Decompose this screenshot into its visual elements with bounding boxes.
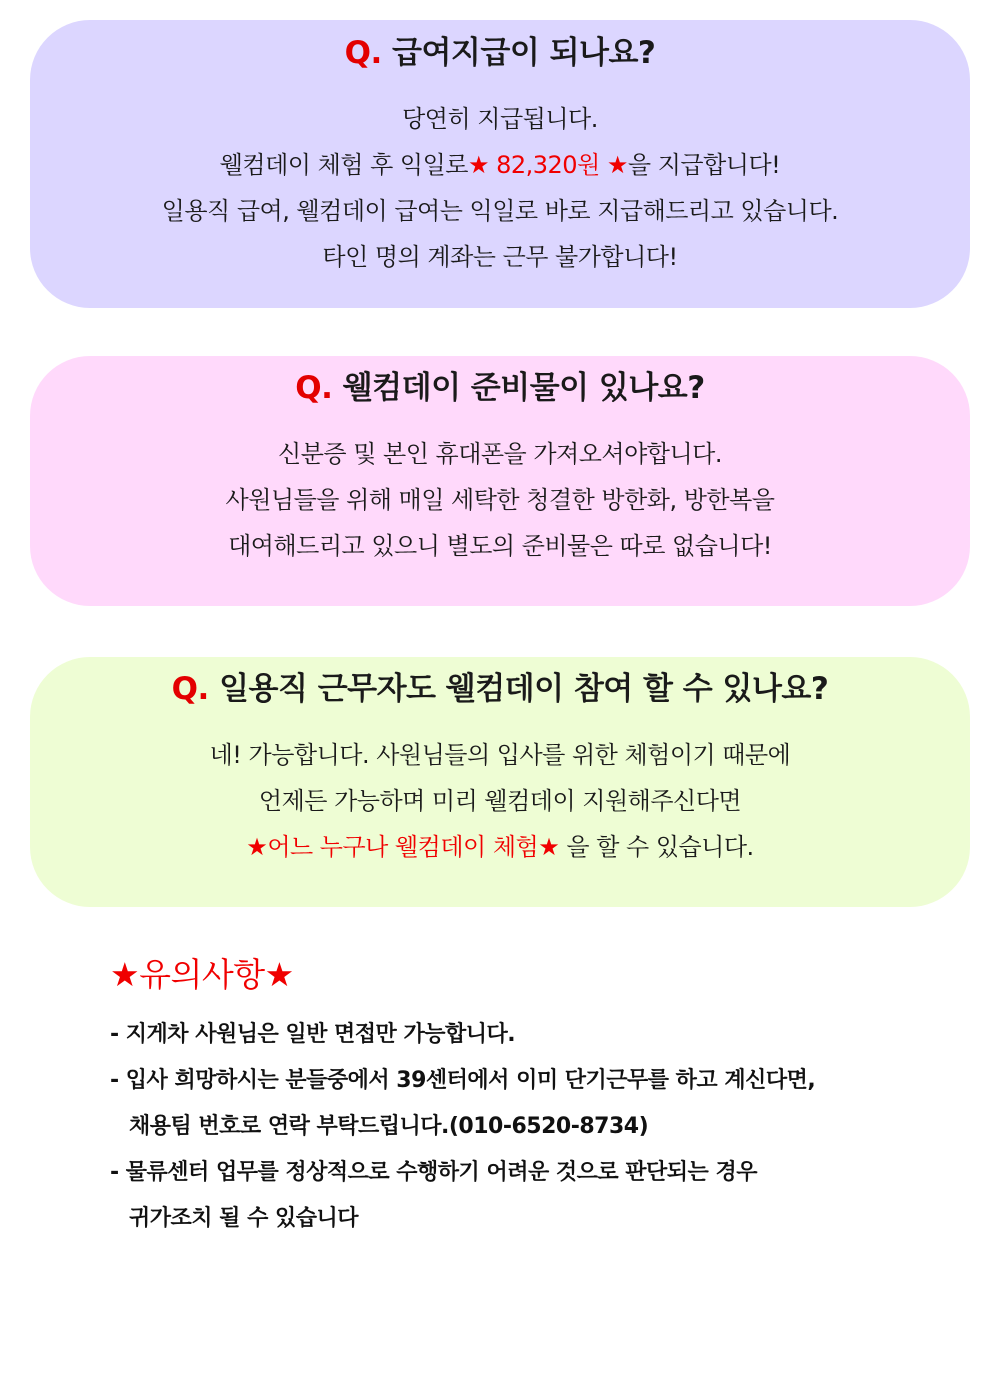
experience-highlight: ★어느 누구나 웰컴데이 체험★ bbox=[246, 833, 560, 861]
answer-line bbox=[30, 477, 970, 523]
question-marker: Q. bbox=[344, 35, 382, 71]
note-line: - 물류센터 업무를 정상적으로 수행하기 어려운 것으로 판단되는 경우 bbox=[110, 1160, 757, 1185]
faq-answer bbox=[30, 732, 970, 870]
answer-text: 웰컴데이 체험 후 익일로 bbox=[219, 151, 468, 179]
notes-title: ★유의사항★ bbox=[110, 955, 294, 994]
answer-text: 을 지급합니다! bbox=[627, 151, 781, 179]
notes-list bbox=[110, 1012, 970, 1242]
question-text: 급여지급이 되나요? bbox=[381, 35, 656, 71]
faq-card-payment bbox=[30, 20, 970, 308]
answer-text: 네! 가능합니다. 사원님들의 입사를 위한 체험이기 때문에 bbox=[209, 741, 791, 769]
answer-text: 사원님들을 위해 매일 세탁한 청결한 방한화, 방한복을 bbox=[225, 486, 775, 514]
answer-text: 을 할 수 있습니다. bbox=[559, 833, 754, 861]
faq-answer bbox=[30, 431, 970, 569]
question-text: 일용직 근무자도 웰컴데이 참여 할 수 있나요? bbox=[208, 671, 829, 707]
answer-line bbox=[30, 188, 970, 234]
note-line-continued: 채용팀 번호로 연락 부탁드립니다.(010-6520-8734) bbox=[129, 1114, 649, 1139]
question-text: 웰컴데이 준비물이 있나요? bbox=[332, 370, 705, 406]
faq-question bbox=[30, 356, 970, 408]
note-line: - 입사 희망하시는 분들중에서 39센터에서 이미 단기근무를 하고 계신다면, bbox=[110, 1068, 816, 1093]
answer-text: 언제든 가능하며 미리 웰컴데이 지원해주신다면 bbox=[258, 787, 742, 815]
faq-answer bbox=[30, 96, 970, 280]
answer-line bbox=[30, 96, 970, 142]
faq-card-daily-worker bbox=[30, 657, 970, 907]
faq-question bbox=[30, 657, 970, 709]
question-marker: Q. bbox=[295, 370, 333, 406]
answer-line bbox=[30, 142, 970, 188]
answer-line bbox=[30, 732, 970, 778]
answer-line bbox=[30, 234, 970, 280]
notes-section bbox=[110, 948, 970, 1242]
answer-text: 당연히 지급됩니다. bbox=[402, 105, 598, 133]
faq-card-supplies bbox=[30, 356, 970, 606]
faq-question bbox=[30, 20, 970, 73]
answer-text: 타인 명의 계좌는 근무 불가합니다! bbox=[322, 243, 678, 271]
note-line: - 지게차 사원님은 일반 면접만 가능합니다. bbox=[110, 1022, 516, 1047]
pay-amount-highlight: ★ 82,320원 ★ bbox=[467, 151, 628, 179]
answer-text: 대여해드리고 있으니 별도의 준비물은 따로 없습니다! bbox=[228, 532, 772, 560]
answer-line bbox=[30, 523, 970, 569]
answer-text: 신분증 및 본인 휴대폰을 가져오셔야합니다. bbox=[278, 440, 722, 468]
question-marker: Q. bbox=[171, 671, 209, 707]
answer-line bbox=[30, 431, 970, 477]
answer-text: 일용직 급여, 웰컴데이 급여는 익일로 바로 지급해드리고 있습니다. bbox=[161, 197, 839, 225]
answer-line bbox=[30, 778, 970, 824]
answer-line bbox=[30, 824, 970, 870]
note-line-continued: 귀가조치 될 수 있습니다 bbox=[129, 1206, 358, 1231]
